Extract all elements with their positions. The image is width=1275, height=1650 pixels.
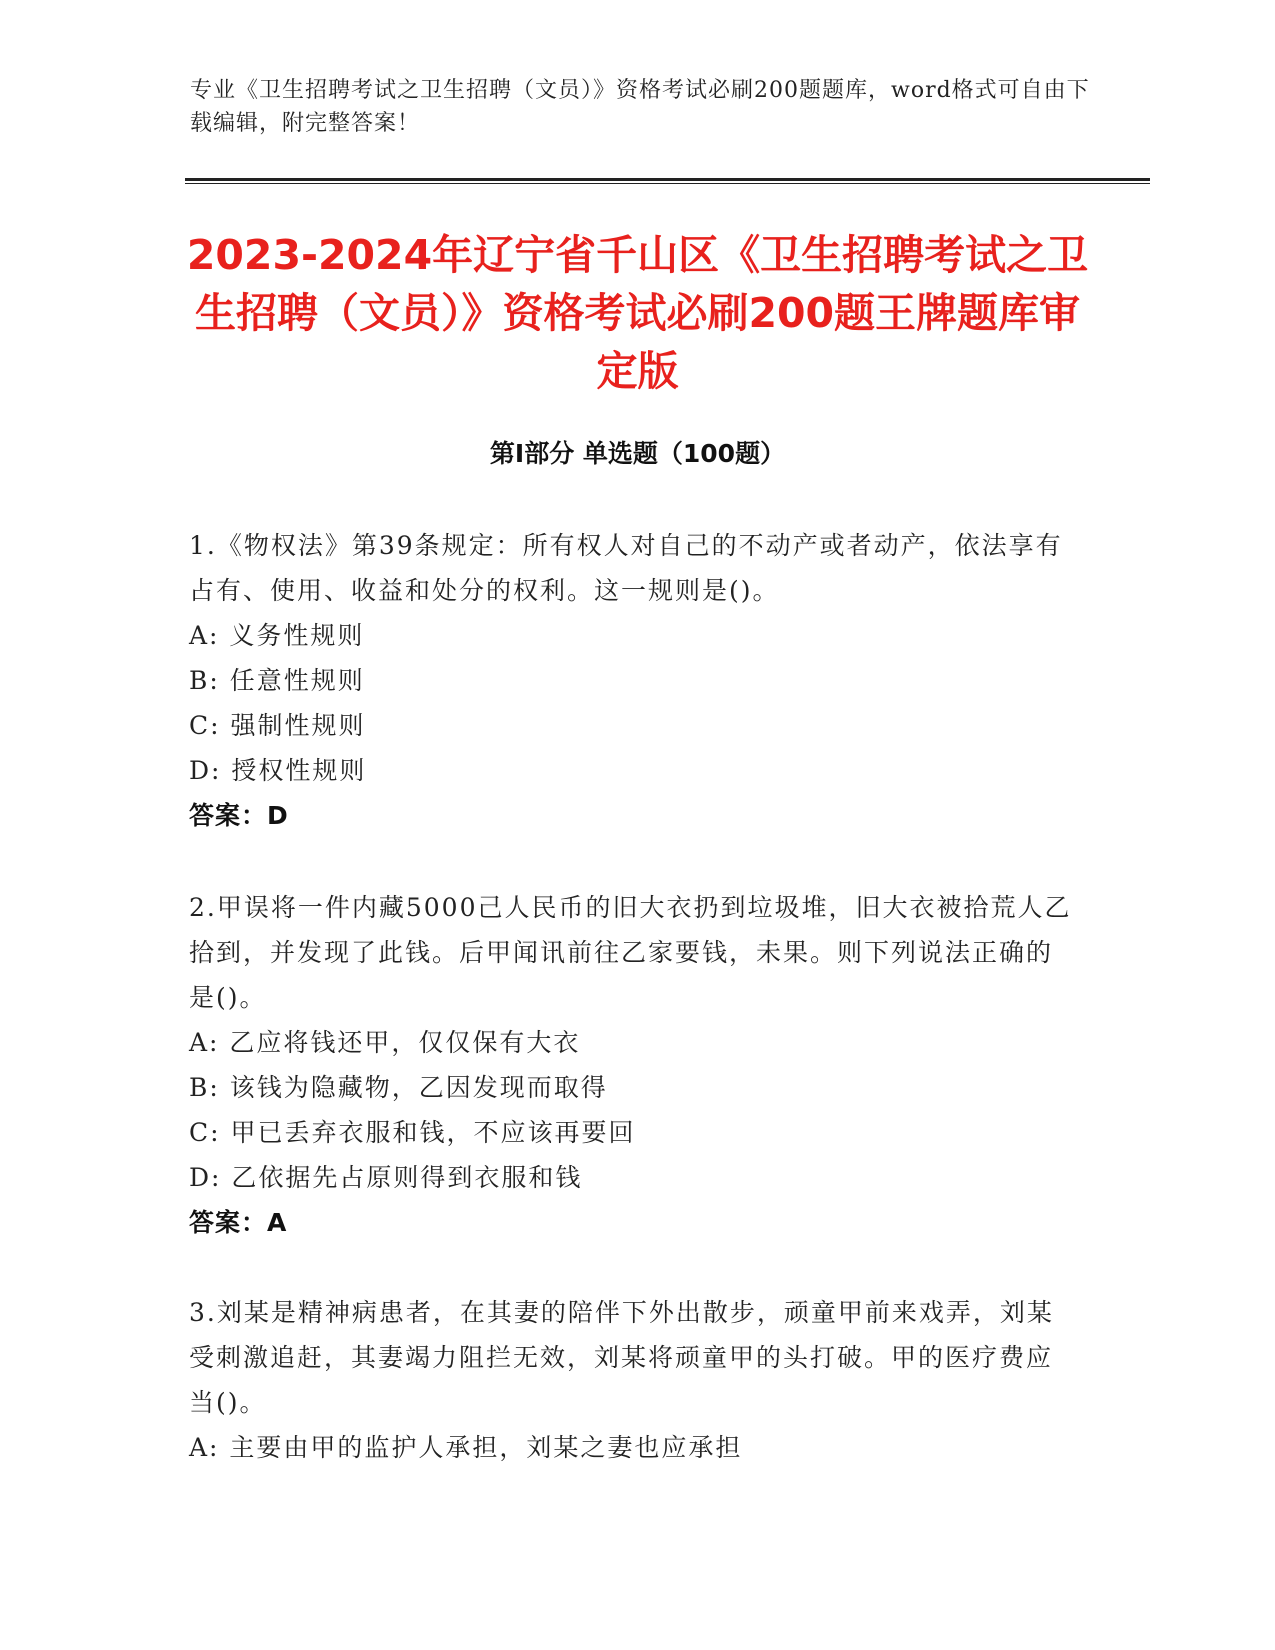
question-text: 1.《物权法》第39条规定：所有权人对自己的不动产或者动产，依法享有占有、使用、收益和处分的权利。这一规则是()。 xyxy=(189,531,1063,605)
header-divider xyxy=(185,178,1150,184)
question-text: 3.刘某是精神病患者，在其妻的陪伴下外出散步，顽童甲前来戏弄，刘某受刺激追赶，其妻竭力阻拦无效，刘某将顽童甲的头打破。甲的医疗费应当()。 xyxy=(189,1298,1054,1417)
option-a: A: 主要由甲的监护人承担，刘某之妻也应承担 xyxy=(189,1433,743,1462)
question-3 xyxy=(189,1290,1079,1470)
option-d: D: 乙依据先占原则得到衣服和钱 xyxy=(189,1163,583,1192)
document-header-note: 专业《卫生招聘考试之卫生招聘（文员）》资格考试必刷200题题库，word格式可自由下载编辑，附完整答案！ xyxy=(190,78,1090,136)
question-1 xyxy=(189,523,1079,838)
header-divider-thin xyxy=(185,183,1150,184)
question-2 xyxy=(189,885,1079,1245)
option-c: C: 强制性规则 xyxy=(189,711,366,740)
header-divider-thick xyxy=(185,178,1150,181)
answer: 答案：D xyxy=(189,801,289,830)
option-c: C: 甲已丢弃衣服和钱，不应该再要回 xyxy=(189,1118,636,1147)
answer: 答案：A xyxy=(189,1208,288,1237)
section-heading: 第Ⅰ部分 单选题（100题） xyxy=(489,439,786,468)
option-a: A: 义务性规则 xyxy=(189,621,365,650)
question-text: 2.甲误将一件内藏5000己人民币的旧大衣扔到垃圾堆，旧大衣被拾荒人乙拾到，并发现了此钱。后甲闻讯前往乙家要钱，未果。则下列说法正确的是()。 xyxy=(189,893,1072,1012)
option-d: D: 授权性规则 xyxy=(189,756,367,785)
option-b: B: 任意性规则 xyxy=(189,666,365,695)
option-a: A: 乙应将钱还甲，仅仅保有大衣 xyxy=(189,1028,581,1057)
document-title: 2023-2024年辽宁省千山区《卫生招聘考试之卫生招聘（文员）》资格考试必刷200题王牌题库审定版 xyxy=(186,231,1089,395)
option-b: B: 该钱为隐藏物，乙因发现而取得 xyxy=(189,1073,608,1102)
